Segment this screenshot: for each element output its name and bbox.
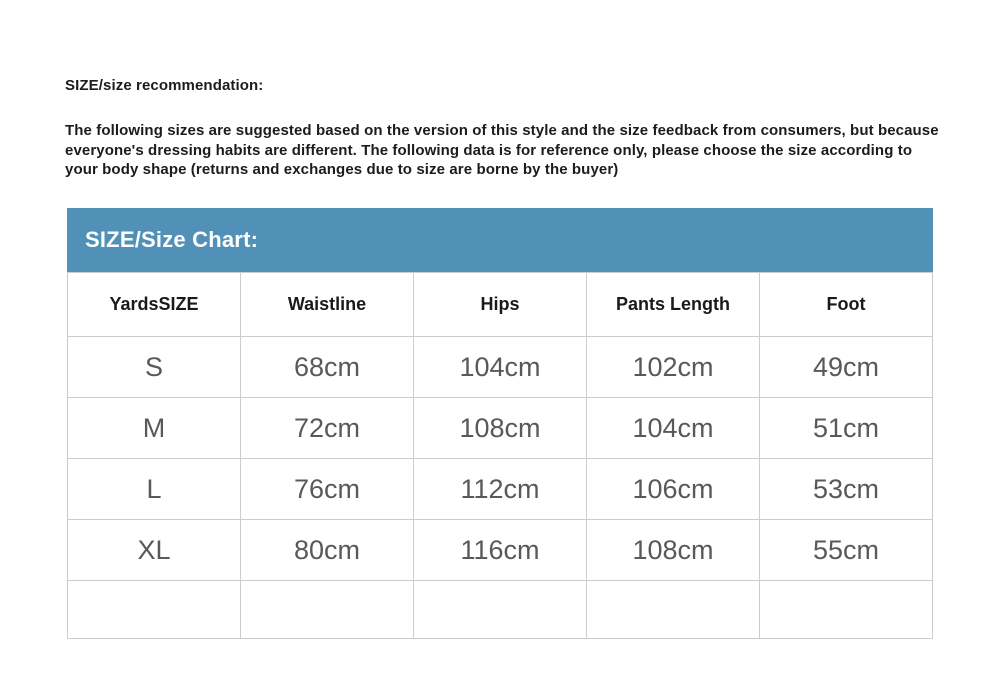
cell-size: S [68, 337, 241, 398]
cell-hips: 108cm [414, 398, 587, 459]
cell-pants-length: 108cm [587, 520, 760, 581]
size-chart-table [67, 272, 933, 639]
cell-pants-length: 104cm [587, 398, 760, 459]
table-row-size-xl [68, 520, 933, 581]
table-row-size-l [68, 459, 933, 520]
cell-foot: 49cm [760, 337, 933, 398]
size-chart-title: SIZE/Size Chart: [85, 227, 259, 252]
cell-size: XL [68, 520, 241, 581]
cell-pants-length: 102cm [587, 337, 760, 398]
table-row-size-s [68, 337, 933, 398]
size-chart-title-bar [67, 208, 933, 272]
cell-waistline: 80cm [241, 520, 414, 581]
cell-waistline: 68cm [241, 337, 414, 398]
table-row-empty [68, 581, 933, 639]
empty-cell [241, 581, 414, 639]
cell-foot: 51cm [760, 398, 933, 459]
column-header-hips: Hips [414, 273, 587, 337]
empty-cell [587, 581, 760, 639]
cell-size: M [68, 398, 241, 459]
size-chart-section [67, 208, 933, 639]
cell-waistline: 76cm [241, 459, 414, 520]
cell-foot: 55cm [760, 520, 933, 581]
empty-cell [414, 581, 587, 639]
cell-pants-length: 106cm [587, 459, 760, 520]
cell-hips: 112cm [414, 459, 587, 520]
empty-cell [68, 581, 241, 639]
cell-hips: 104cm [414, 337, 587, 398]
column-header-foot: Foot [760, 273, 933, 337]
empty-cell [760, 581, 933, 639]
cell-size: L [68, 459, 241, 520]
size-recommendation-text: The following sizes are suggested based on the version of this style and the size feedback from consumers, but because everyone's dressing habits are different. The following data is for reference only, please choose the size according to your body shape (returns and exchanges due to size are borne by the buyer) [65, 122, 939, 178]
size-recommendation-heading: SIZE/size recommendation: [65, 77, 264, 94]
table-header-row [68, 273, 933, 337]
column-header-waistline: Waistline [241, 273, 414, 337]
column-header-pants-length: Pants Length [587, 273, 760, 337]
table-row-size-m [68, 398, 933, 459]
cell-foot: 53cm [760, 459, 933, 520]
cell-waistline: 72cm [241, 398, 414, 459]
column-header-yards-size: YardsSIZE [68, 273, 241, 337]
cell-hips: 116cm [414, 520, 587, 581]
